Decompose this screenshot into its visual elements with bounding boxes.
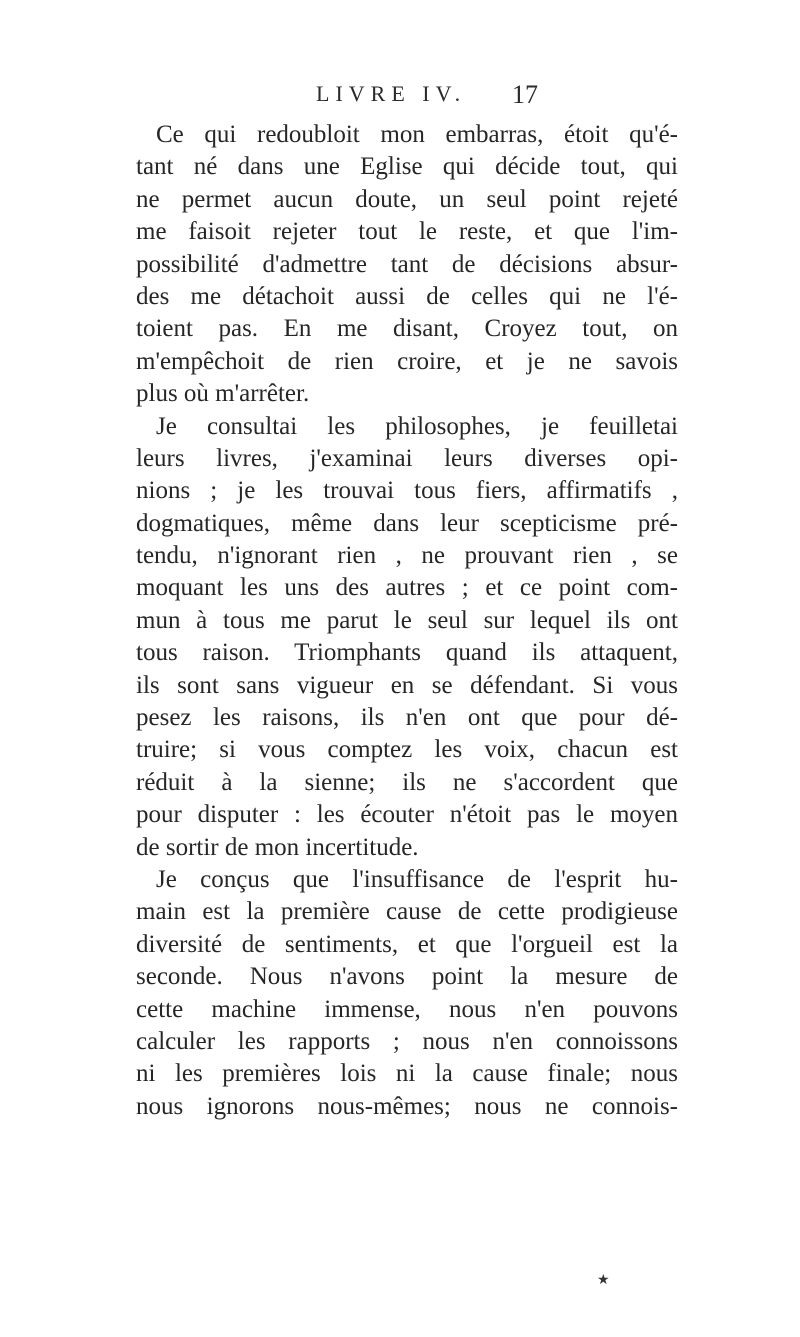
body-text [136,119,678,1123]
text-line: réduit à la sienne; ils ne s'accordent que [136,768,678,796]
text-line: truire; si vous comptez les voix, chacun est [136,736,678,764]
text-line: nions ; je les trouvai tous fiers, affirmatifs , [136,477,678,505]
running-title: LIVRE IV. [316,81,467,106]
text-line: Je conçus que l'insuffisance de l'esprit hu- [156,865,678,893]
text-line: me faisoit rejeter tout le reste, et que l'im- [136,218,678,246]
text-line: mun à tous me parut le seul sur lequel ils ont [136,606,678,634]
text-line: tant né dans une Eglise qui décide tout, qui [136,153,678,181]
text-line: de sortir de mon incertitude. [136,833,419,861]
text-line: pour disputer : les écouter n'étoit pas le moyen [136,801,678,829]
text-line: pesez les raisons, ils n'en ont que pour dé- [136,704,678,732]
text-line: tous raison. Triomphants quand ils attaquent, [136,639,678,667]
text-line: des me détachoit aussi de celles qui ne l'é- [136,282,678,310]
text-line: plus où m'arrêter. [136,380,310,408]
text-line: toient pas. En me disant, Croyez tout, on [136,315,678,343]
page-number: 17 [512,80,538,109]
text-line: Je consultai les philosophes, je feuilletai [156,412,678,440]
text-line: possibilité d'admettre tant de décisions absur- [136,250,678,278]
text-line: moquant les uns des autres ; et ce point com- [136,574,678,602]
text-line: dogmatiques, même dans leur scepticisme pré- [136,509,678,537]
text-line: cette machine immense, nous n'en pouvons [136,995,678,1023]
text-line: m'empêchoit de rien croire, et je ne savois [136,347,678,375]
text-line: Ce qui redoubloit mon embarras, étoit qu'é- [156,121,678,148]
text-line: nous ignorons nous-mêmes; nous ne connois- [136,1092,678,1120]
text-line: ne permet aucun doute, un seul point rejeté [136,185,678,213]
text-line: leurs livres, j'examinai leurs diverses opi- [136,444,678,472]
text-line: main est la première cause de cette prodigieuse [136,898,678,926]
text-line: seconde. Nous n'avons point la mesure de [136,963,678,991]
text-line: diversité de sentiments, et que l'orgueil est la [136,930,678,958]
text-line: ni les premières lois ni la cause finale; nous [136,1060,678,1088]
text-line: tendu, n'ignorant rien , ne prouvant rien , se [136,542,678,570]
signature-mark: ★ [597,1273,610,1288]
text-line: ils sont sans vigueur en se défendant. Si vous [136,671,678,699]
text-line: calculer les rapports ; nous n'en connoissons [136,1027,678,1055]
